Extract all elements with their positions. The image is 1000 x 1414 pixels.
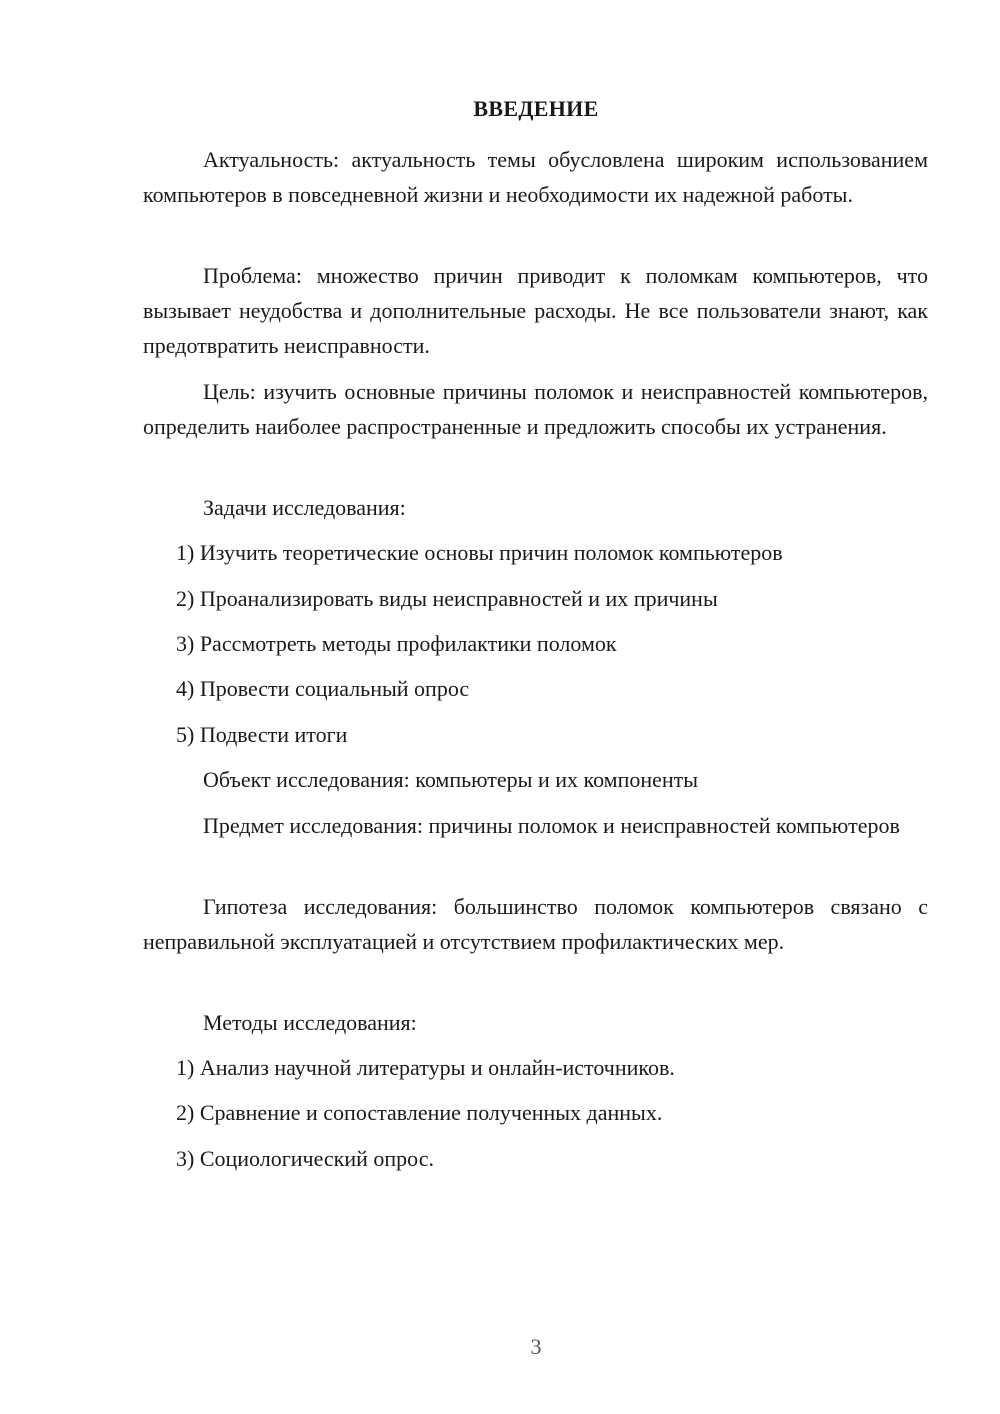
hypothesis-paragraph: Гипотеза исследования: большинство поломок компьютеров связано с неправильной эксплуатацией и отсутствием профилактических мер. (143, 894, 928, 954)
tasks-heading: Задачи исследования: (203, 495, 406, 520)
problem-paragraph: Проблема: множество причин приводит к поломкам компьютеров, что вызывает неудобства и дополнительные расходы. Не все пользователи знают, как предотвратить неисправности. (143, 263, 928, 358)
subject-paragraph: Предмет исследования: причины поломок и неисправностей компьютеров (203, 813, 900, 838)
methods-heading: Методы исследования: (203, 1010, 417, 1035)
page-title: ВВЕДЕНИЕ (473, 96, 599, 121)
task-item: 4) Провести социальный опрос (176, 676, 470, 701)
page-number: 3 (530, 1334, 542, 1359)
relevance-paragraph: Актуальность: актуальность темы обусловлена широким использованием компьютеров в повседневной жизни и необходимости их надежной работы. (143, 147, 928, 207)
method-item: 3) Социологический опрос. (176, 1146, 434, 1171)
object-paragraph: Объект исследования: компьютеры и их компоненты (203, 767, 699, 792)
method-item: 1) Анализ научной литературы и онлайн-источников. (176, 1055, 675, 1080)
method-item: 2) Сравнение и сопоставление полученных данных. (176, 1100, 663, 1125)
task-item: 1) Изучить теоретические основы причин поломок компьютеров (176, 540, 783, 565)
goal-paragraph: Цель: изучить основные причины поломок и неисправностей компьютеров, определить наиболее распространенные и предложить способы их устранения. (143, 379, 928, 439)
task-item: 3) Рассмотреть методы профилактики поломок (176, 631, 617, 656)
task-item: 5) Подвести итоги (176, 722, 348, 747)
task-item: 2) Проанализировать виды неисправностей и их причины (176, 586, 718, 611)
